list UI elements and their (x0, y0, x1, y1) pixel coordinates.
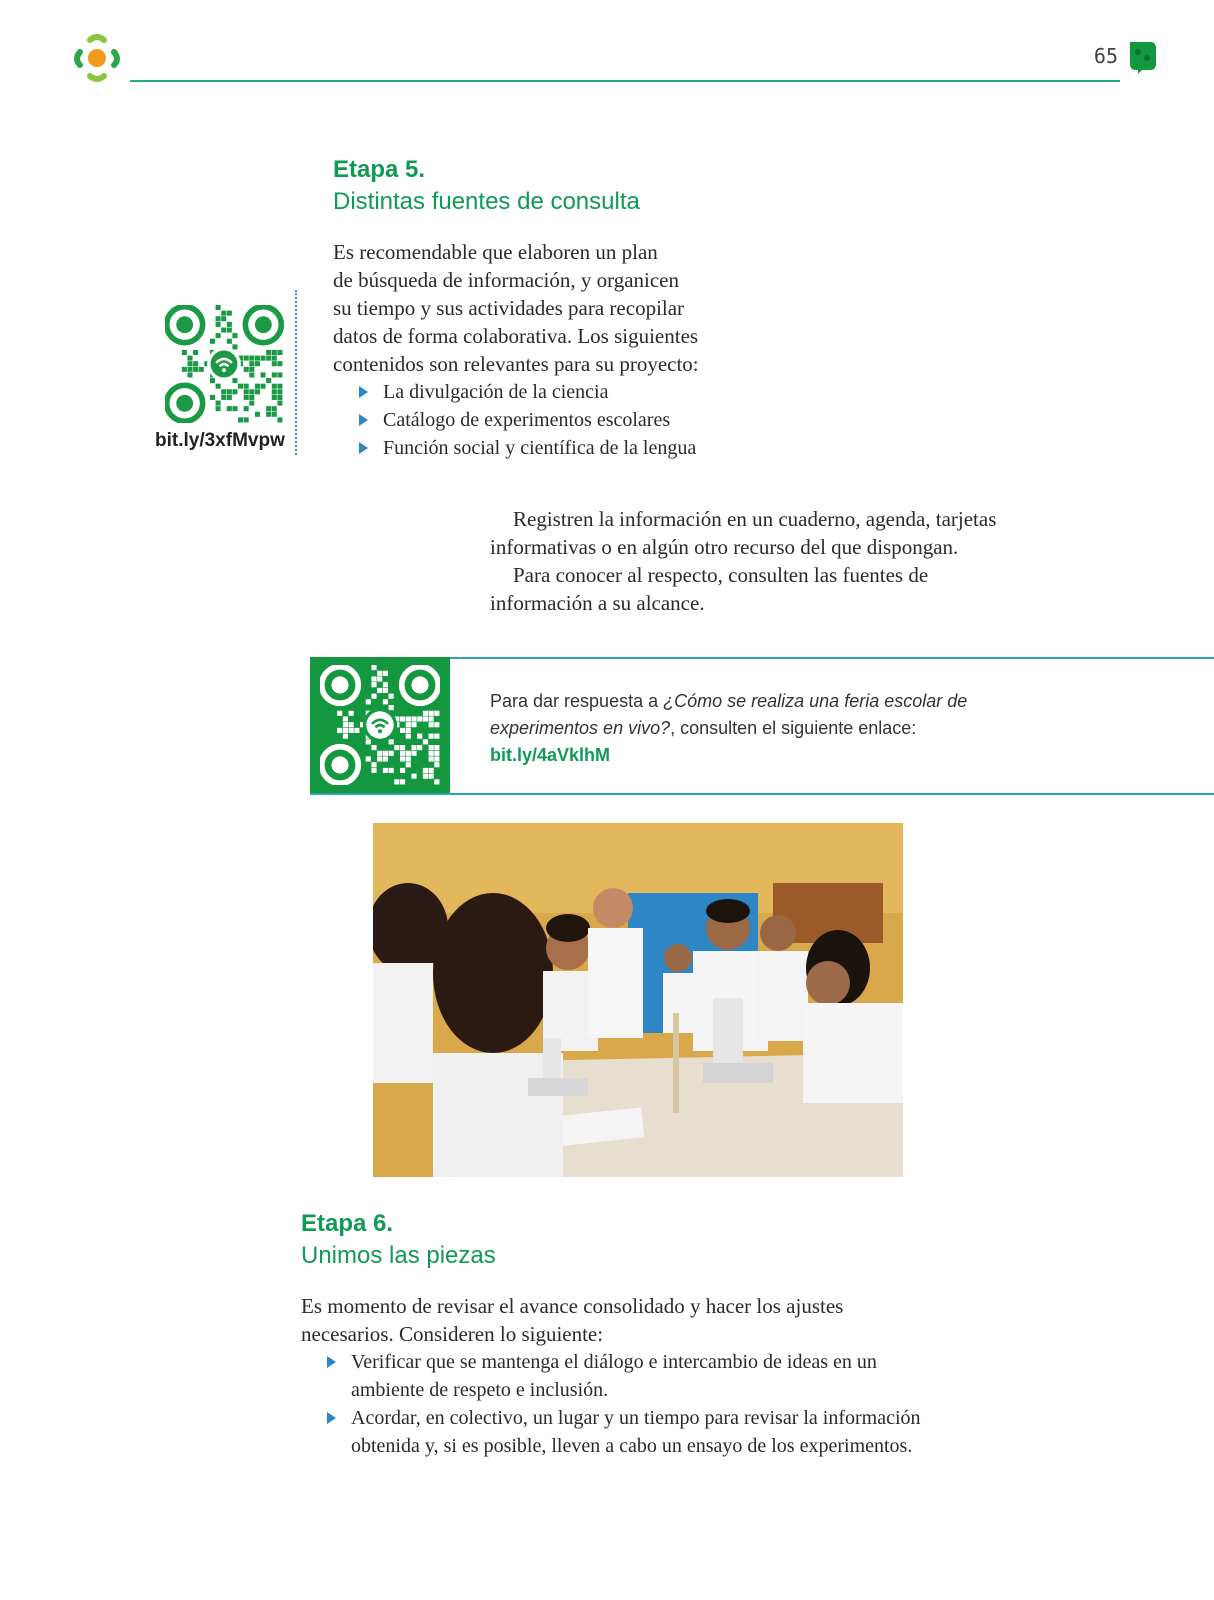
list-item (325, 1348, 1005, 1404)
paragraph-line: Es momento de revisar el avance consolidado y hacer los ajustes (301, 1294, 844, 1318)
list-item-text: ambiente de respeto e inclusión. (351, 1379, 609, 1401)
list-item-text: Verificar que se mantenga el diálogo e intercambio de ideas en un (351, 1351, 877, 1373)
link-intro: Para dar respuesta a (490, 691, 664, 711)
qr-link-caption[interactable]: bit.ly/3xfMvpw (155, 430, 285, 451)
stage6-paragraph (301, 1292, 1001, 1348)
list-item-text: Catálogo de experimentos escolares (383, 409, 671, 431)
classroom-photo (373, 823, 903, 1177)
list-item (357, 434, 777, 462)
stage5-paragraph (333, 238, 753, 378)
link-url[interactable]: bit.ly/4aVklhM (490, 745, 611, 765)
page-number: 65 (1093, 44, 1118, 68)
stage6-subtitle: Unimos las piezas (301, 1242, 496, 1269)
qr-code-icon[interactable] (320, 665, 440, 785)
paragraph-line: de búsqueda de información, y organicen (333, 268, 679, 292)
bullet-triangle-icon (327, 1356, 336, 1368)
paragraph-line: informativas o en algún otro recurso del que dispongan. (490, 535, 959, 559)
list-item-text: obtenida y, si es posible, lleven a cabo un ensayo de los experimentos. (351, 1435, 913, 1457)
paragraph-line: Registren la información en un cuaderno, agenda, tarjetas (513, 507, 997, 531)
stage5-subtitle: Distintas fuentes de consulta (333, 188, 640, 215)
list-item (357, 406, 777, 434)
bullet-triangle-icon (359, 414, 368, 426)
bullet-triangle-icon (359, 442, 368, 454)
list-item-text: La divulgación de la ciencia (383, 381, 609, 403)
header-divider (130, 80, 1120, 82)
paragraph-line: información a su alcance. (490, 591, 705, 615)
bullet-triangle-icon (327, 1412, 336, 1424)
paragraph-line: contenidos son relevantes para su proyecto: (333, 352, 699, 376)
link-question: ¿Cómo se realiza una feria escolar de experimentos en vivo? (490, 691, 968, 738)
logo-icon (70, 30, 126, 86)
qr-panel (310, 657, 450, 793)
link-box-text (490, 688, 1010, 769)
list-item (325, 1404, 1005, 1460)
stage6-title: Etapa 6. (301, 1210, 394, 1237)
paragraph-line: Para conocer al respecto, consulten las fuentes de (513, 563, 929, 587)
dotted-divider (295, 290, 297, 455)
qr-code-icon[interactable] (165, 305, 285, 423)
register-paragraph (490, 505, 1070, 617)
stage6-bullet-list (325, 1348, 1005, 1460)
paragraph-line: su tiempo y sus actividades para recopilar (333, 296, 685, 320)
link-outro: , consulten el siguiente enlace: (670, 718, 917, 738)
list-item-text: Función social y científica de la lengua (383, 437, 697, 459)
stage5-bullet-list (357, 378, 777, 462)
paragraph-line: necesarios. Consideren lo siguiente: (301, 1322, 604, 1346)
list-item-text: Acordar, en colectivo, un lugar y un tiempo para revisar la información (351, 1407, 921, 1429)
paragraph-line: Es recomendable que elaboren un plan (333, 240, 658, 264)
paragraph-line: datos de forma colaborativa. Los siguientes (333, 324, 699, 348)
bullet-triangle-icon (359, 386, 368, 398)
list-item (357, 378, 777, 406)
glyph-icon (1126, 38, 1158, 74)
stage5-title: Etapa 5. (333, 156, 426, 183)
